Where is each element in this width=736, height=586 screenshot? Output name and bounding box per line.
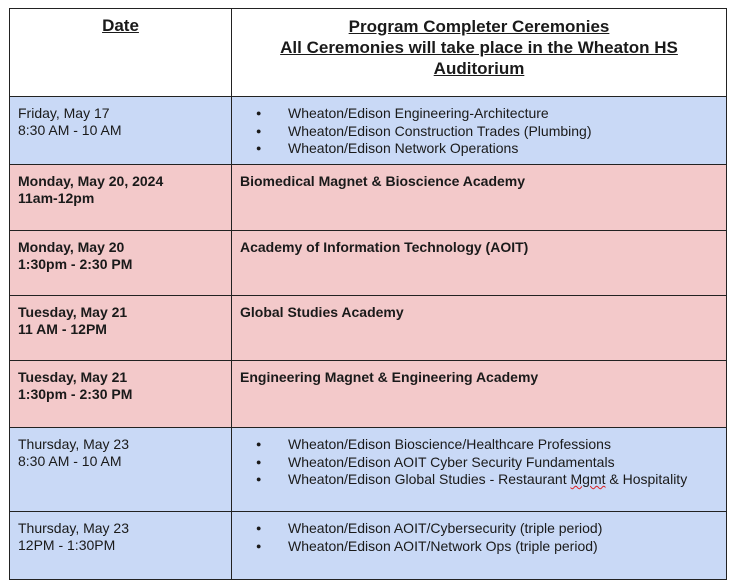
- item-text-end: & Hospitality: [605, 471, 688, 487]
- ceremony-date: Thursday, May 23: [18, 520, 130, 536]
- item-text-start: Wheaton/Edison Global Studies - Restaurant: [288, 471, 571, 487]
- ceremony-schedule-table: [9, 8, 727, 580]
- spellcheck-flagged-word: Mgmt: [570, 471, 606, 487]
- date-cell: [10, 97, 232, 165]
- ceremony-time: 1:30pm - 2:30 PM: [18, 386, 133, 402]
- list-item: ● Wheaton/Edison AOIT Cyber Security Fundamentals: [240, 454, 718, 472]
- date-cell: [10, 231, 232, 296]
- ceremony-date: Monday, May 20: [18, 239, 125, 255]
- program-cell: Global Studies Academy: [232, 296, 727, 361]
- program-header-line-2: All Ceremonies will take place in the Wheaton HS: [280, 38, 678, 57]
- ceremony-time: 8:30 AM - 10 AM: [18, 122, 122, 138]
- list-item: ● Wheaton/Edison Bioscience/Healthcare Professions: [240, 436, 718, 454]
- ceremony-time: 8:30 AM - 10 AM: [18, 453, 122, 469]
- ceremony-time: 11am-12pm: [18, 190, 95, 206]
- ceremony-date: Tuesday, May 21: [18, 369, 128, 385]
- program-column-header: [232, 9, 727, 97]
- table-row: [10, 97, 727, 165]
- program-header-line-3: Auditorium: [433, 59, 525, 78]
- program-header-line-1: Program Completer Ceremonies: [348, 17, 610, 36]
- date-column-header: [10, 9, 232, 97]
- ceremony-date: Thursday, May 23: [18, 436, 130, 452]
- program-cell: Academy of Information Technology (AOIT): [232, 231, 727, 296]
- program-list: [240, 105, 718, 158]
- ceremony-time: 12PM - 1:30PM: [18, 537, 116, 553]
- ceremony-time: 1:30pm - 2:30 PM: [18, 256, 133, 272]
- date-header-label: Date: [102, 16, 139, 35]
- date-cell: [10, 361, 232, 428]
- ceremony-date: Monday, May 20, 2024: [18, 173, 164, 189]
- program-cell: [232, 428, 727, 512]
- header-row: [10, 9, 727, 97]
- date-cell: [10, 296, 232, 361]
- ceremony-date: Friday, May 17: [18, 105, 110, 121]
- table-row: [10, 296, 727, 361]
- list-item: [240, 471, 718, 489]
- table-row: [10, 512, 727, 580]
- list-item: ● Wheaton/Edison Network Operations: [240, 140, 718, 158]
- program-cell: Engineering Magnet & Engineering Academy: [232, 361, 727, 428]
- program-list: [240, 436, 718, 489]
- date-cell: [10, 165, 232, 231]
- list-item: ● Wheaton/Edison AOIT/Cybersecurity (triple period): [240, 520, 718, 538]
- table-row: [10, 165, 727, 231]
- list-item: ● Wheaton/Edison AOIT/Network Ops (triple period): [240, 538, 718, 556]
- ceremony-time: 11 AM - 12PM: [18, 321, 107, 337]
- program-cell: [232, 97, 727, 165]
- table-row: [10, 231, 727, 296]
- table-row: [10, 361, 727, 428]
- program-list: [240, 520, 718, 555]
- program-cell: Biomedical Magnet & Bioscience Academy: [232, 165, 727, 231]
- date-cell: [10, 428, 232, 512]
- list-item: ● Wheaton/Edison Construction Trades (Plumbing): [240, 123, 718, 141]
- ceremony-date: Tuesday, May 21: [18, 304, 128, 320]
- date-cell: [10, 512, 232, 580]
- table-row: [10, 428, 727, 512]
- program-cell: [232, 512, 727, 580]
- list-item: ● Wheaton/Edison Engineering-Architecture: [240, 105, 718, 123]
